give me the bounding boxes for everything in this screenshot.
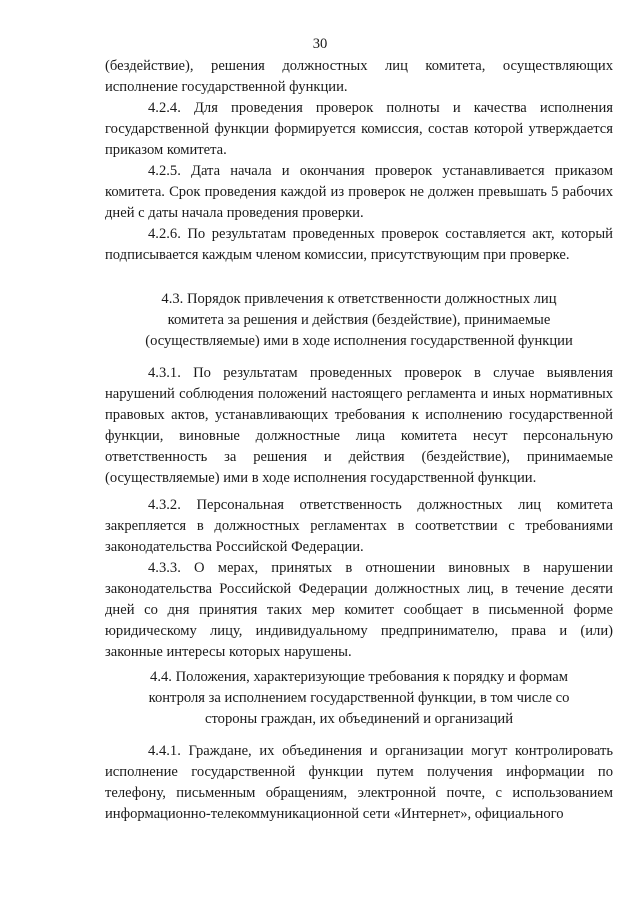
paragraph-text: 4.2.4. Для проведения проверок полноты и качества исполнения государственной функции формируется комиссия, состав которой утверждается приказом комитета. (105, 100, 613, 158)
heading-line: 4.4. Положения, характеризующие требования к порядку и формам (150, 669, 568, 685)
heading-line: контроля за исполнением государственной функции, в том числе со (148, 690, 570, 706)
heading-line: стороны граждан, их объединений и организаций (204, 711, 514, 727)
paragraph-text: 4.4.1. Граждане, их объединения и организации могут контролировать исполнение государственной функции путем получения информации по телефону, письменным обращениям, электронной почте, с использованием информационно-телекоммуникационной сети «Интернет», официального (105, 743, 613, 822)
section-4-3-heading (105, 289, 613, 352)
section-4-4-heading (105, 667, 613, 730)
paragraph-text: 4.2.6. По результатам проведенных проверок составляется акт, который подписывается каждым членом комиссии, присутствующим при проверке. (105, 226, 613, 263)
heading-line: комитета за решения и действия (бездействие), принимаемые (167, 312, 551, 328)
paragraph-continuation (105, 56, 613, 98)
paragraph-4-3-1 (105, 363, 613, 489)
paragraph-4-3-2 (105, 495, 613, 558)
paragraph-4-2-4 (105, 98, 613, 161)
page-number: 30 (312, 36, 328, 52)
paragraph-text: (бездействие), решения должностных лиц комитета, осуществляющих исполнение государственной функции. (105, 58, 613, 95)
paragraph-text: 4.3.2. Персональная ответственность должностных лиц комитета закрепляется в должностных регламентах в соответствии с требованиями законодательства Российской Федерации. (105, 497, 613, 555)
paragraph-4-2-5 (105, 161, 613, 224)
paragraph-4-3-3 (105, 558, 613, 663)
paragraph-text: 4.3.3. О мерах, принятых в отношении виновных в нарушении законодательства Российской Федерации должностных лиц, в течение десяти дней со дня принятия таких мер комитет сообщает в письменной форме юридическому лицу, индивидуальному предпринимателю, права и (или) законные интересы которых нарушены. (105, 560, 613, 660)
paragraph-text: 4.2.5. Дата начала и окончания проверок устанавливается приказом комитета. Срок проведения каждой из проверок не должен превышать 5 рабочих дней с даты начала проведения проверки. (105, 163, 613, 221)
paragraph-4-2-6 (105, 224, 613, 266)
heading-line: (осуществляемые) ими в ходе исполнения государственной функции (145, 333, 573, 349)
heading-line: 4.3. Порядок привлечения к ответственности должностных лиц (161, 291, 557, 307)
paragraph-text: 4.3.1. По результатам проведенных проверок в случае выявления нарушений соблюдения положений настоящего регламента и иных нормативных правовых актов, устанавливающих требования к исполнению государственной функции, виновные должностные лица комитета несут персональную ответственность за решения и действия (бездействие), принимаемые (осуществляемые) ими в ходе исполнения государственной функции. (105, 365, 613, 486)
paragraph-4-4-1 (105, 741, 613, 825)
